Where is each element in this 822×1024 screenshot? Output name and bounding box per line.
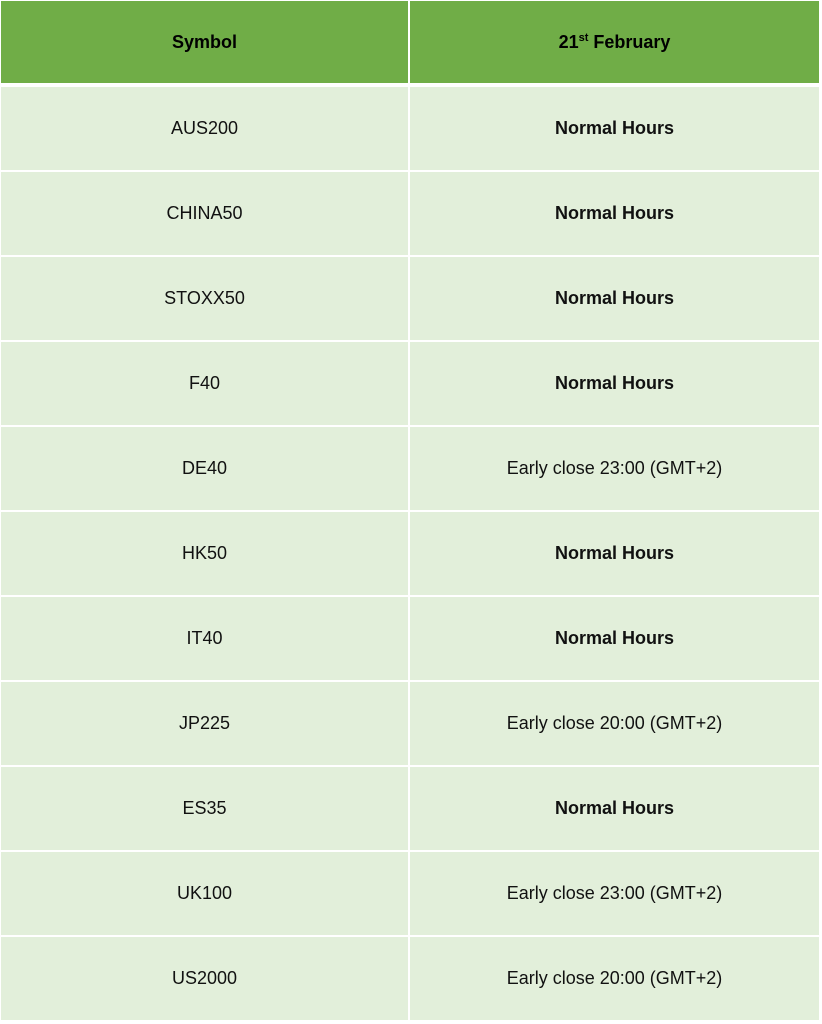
table-row	[1, 342, 819, 427]
status-cell: Normal Hours	[410, 767, 819, 852]
symbol-cell: AUS200	[1, 87, 410, 172]
header-date-suffix: st	[578, 31, 589, 44]
table-row	[1, 597, 819, 682]
table-row	[1, 512, 819, 597]
table-row	[1, 87, 819, 172]
table-row	[1, 852, 819, 937]
status-cell: Normal Hours	[410, 172, 819, 257]
header-date	[410, 1, 819, 87]
symbol-cell: IT40	[1, 597, 410, 682]
table-body	[1, 87, 819, 1022]
symbol-cell: JP225	[1, 682, 410, 767]
symbol-cell: CHINA50	[1, 172, 410, 257]
symbol-cell: STOXX50	[1, 257, 410, 342]
table-row	[1, 937, 819, 1022]
status-cell: Normal Hours	[410, 257, 819, 342]
status-cell: Normal Hours	[410, 87, 819, 172]
header-date-day: 21	[558, 31, 579, 52]
symbol-cell: ES35	[1, 767, 410, 852]
status-cell: Early close 20:00 (GMT+2)	[410, 937, 819, 1022]
table-row	[1, 767, 819, 852]
status-cell: Normal Hours	[410, 512, 819, 597]
status-cell: Early close 20:00 (GMT+2)	[410, 682, 819, 767]
status-cell: Normal Hours	[410, 597, 819, 682]
trading-hours-table	[1, 1, 819, 1022]
table-row	[1, 257, 819, 342]
table-header	[1, 1, 819, 87]
table-row	[1, 682, 819, 767]
table-row	[1, 427, 819, 512]
header-date-month: February	[588, 31, 671, 52]
symbol-cell: US2000	[1, 937, 410, 1022]
status-cell: Early close 23:00 (GMT+2)	[410, 852, 819, 937]
header-row	[1, 1, 819, 87]
table-row	[1, 172, 819, 257]
symbol-cell: F40	[1, 342, 410, 427]
header-symbol: Symbol	[1, 1, 410, 87]
symbol-cell: HK50	[1, 512, 410, 597]
status-cell: Early close 23:00 (GMT+2)	[410, 427, 819, 512]
symbol-cell: UK100	[1, 852, 410, 937]
symbol-cell: DE40	[1, 427, 410, 512]
status-cell: Normal Hours	[410, 342, 819, 427]
